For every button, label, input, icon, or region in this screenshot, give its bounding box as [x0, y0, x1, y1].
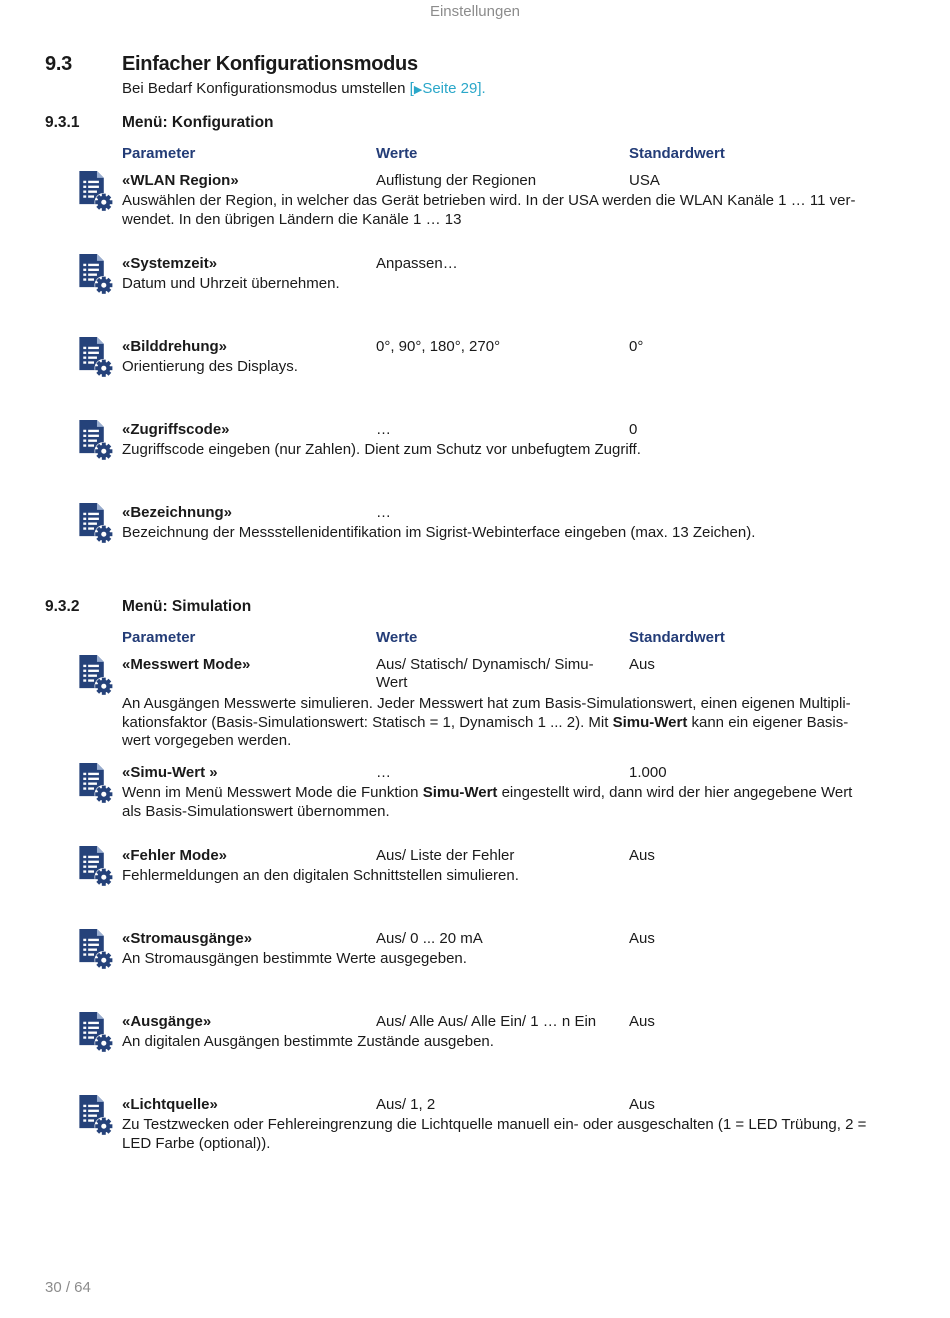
document-gear-icon	[76, 928, 114, 970]
parameter-description: Datum und Uhrzeit übernehmen.	[122, 275, 340, 292]
parameter-description: Zu Testzwecken oder Fehlereingrenzung die Lichtquelle manuell ein- oder ausgeschalten (1 = LED Trübung, 2 = LED Farbe (optional)).	[122, 1116, 867, 1152]
parameter-description: Auswählen der Region, in welcher das Gerät betrieben wird. In der USA werden die WLAN Kanäle 1 … 11 ver-wendet. In den übrigen Ländern die Kanäle 1 … 13	[122, 192, 856, 228]
page-link[interactable]	[410, 80, 486, 97]
parameter-values: …	[376, 421, 391, 438]
subsection-number: 9.3.2	[45, 598, 80, 615]
parameter-name: «Stromausgänge»	[122, 930, 253, 947]
description-text: kann ein eigener Basis-wert vorgegeben werden.	[122, 713, 849, 749]
column-header-parameter: Parameter	[122, 145, 196, 162]
parameter-values: …	[376, 504, 391, 521]
intro-bracket-open: [	[409, 80, 414, 97]
parameter-values: Aus/ Liste der Fehler	[376, 847, 515, 864]
parameter-default: Aus	[629, 847, 655, 864]
column-header-standardwert: Standardwert	[629, 629, 725, 646]
description-text: Wenn im Menü Messwert Mode die Funktion	[122, 784, 423, 801]
link-arrow-icon: ▶	[413, 84, 423, 96]
subsection-number: 9.3.1	[45, 114, 80, 131]
column-header-werte: Werte	[376, 145, 418, 162]
parameter-name: «Zugriffscode»	[122, 421, 230, 438]
parameter-name: «Messwert Mode»	[122, 656, 251, 673]
parameter-values: 0°, 90°, 180°, 270°	[376, 338, 501, 355]
parameter-default: 0°	[629, 338, 644, 355]
document-gear-icon	[76, 336, 114, 378]
document-gear-icon	[76, 1094, 114, 1136]
description-emphasis: Simu-Wert	[612, 713, 688, 731]
parameter-values: Aus/ Statisch/ Dynamisch/ Simu-Wert	[376, 656, 594, 691]
description-text: An Ausgängen Messwerte simulieren. Jeder Messwert hat zum Basis-Simulationswert, einen eigenen Multipli-kationsfaktor (Basis-Simulationswert: Statisch = 1, Dynamisch 1 ... 2). Mit	[122, 695, 851, 731]
document-gear-icon	[76, 845, 114, 887]
parameter-default: USA	[629, 172, 660, 189]
parameter-name: «Simu-Wert »	[122, 764, 218, 781]
column-header-parameter: Parameter	[122, 629, 196, 646]
parameter-default: Aus	[629, 1013, 655, 1030]
page-link-label: Seite 29	[422, 80, 478, 97]
parameter-values: Aus/ Alle Aus/ Alle Ein/ 1 … n Ein	[376, 1013, 597, 1030]
parameter-description	[122, 695, 867, 751]
parameter-values: Aus/ 0 ... 20 mA	[376, 930, 483, 947]
intro-text: Bei Bedarf Konfigurationsmodus umstellen	[122, 80, 410, 97]
document-gear-icon	[76, 1011, 114, 1053]
document-gear-icon	[76, 253, 114, 295]
parameter-default: 0	[629, 421, 638, 438]
parameter-name: «Bilddrehung»	[122, 338, 228, 355]
description-emphasis: Simu-Wert	[422, 784, 498, 801]
description-text: eingestellt wird, dann wird der hier angegebene Wert als Basis-Simulationswert übernommen.	[122, 784, 853, 820]
parameter-values: Aus/ 1, 2	[376, 1096, 436, 1113]
parameter-name: «Bezeichnung»	[122, 504, 233, 521]
section-title: Einfacher Konfigurationsmodus	[122, 53, 418, 75]
parameter-description: Zugriffscode eingeben (nur Zahlen). Dient zum Schutz vor unbefugtem Zugriff.	[122, 441, 641, 458]
parameter-name: «Ausgänge»	[122, 1013, 212, 1030]
parameter-description: Bezeichnung der Messstellenidentifikation im Sigrist-Webinterface eingeben (max. 13 Zeichen).	[122, 524, 756, 541]
parameter-values: Auflistung der Regionen	[376, 172, 537, 189]
section-intro	[122, 80, 486, 97]
document-gear-icon	[76, 654, 114, 696]
column-header-werte: Werte	[376, 629, 418, 646]
parameter-name: «Fehler Mode»	[122, 847, 228, 864]
intro-bracket-close: ].	[477, 80, 486, 97]
subsection-title: Menü: Konfiguration	[122, 114, 274, 131]
running-header: Einstellungen	[429, 3, 521, 20]
document-gear-icon	[76, 502, 114, 544]
parameter-name: «Systemzeit»	[122, 255, 218, 272]
parameter-default: Aus	[629, 930, 655, 947]
parameter-values: Anpassen…	[376, 255, 458, 272]
subsection-title: Menü: Simulation	[122, 598, 252, 615]
parameter-name: «WLAN Region»	[122, 172, 239, 189]
document-gear-icon	[76, 762, 114, 804]
column-header-standardwert: Standardwert	[629, 145, 725, 162]
parameter-description	[122, 784, 867, 821]
parameter-description: An digitalen Ausgängen bestimmte Zustände ausgeben.	[122, 1033, 494, 1050]
page-number: 30 / 64	[45, 1279, 91, 1296]
section-number: 9.3	[45, 53, 72, 75]
parameter-values: …	[376, 764, 391, 781]
parameter-default: Aus	[629, 656, 655, 673]
parameter-description: Fehlermeldungen an den digitalen Schnittstellen simulieren.	[122, 867, 519, 884]
parameter-default: Aus	[629, 1096, 655, 1113]
document-gear-icon	[76, 419, 114, 461]
parameter-name: «Lichtquelle»	[122, 1096, 218, 1113]
parameter-description: Orientierung des Displays.	[122, 358, 298, 375]
parameter-description: An Stromausgängen bestimmte Werte ausgegeben.	[122, 950, 467, 967]
parameter-default: 1.000	[629, 764, 667, 781]
document-gear-icon	[76, 170, 114, 212]
